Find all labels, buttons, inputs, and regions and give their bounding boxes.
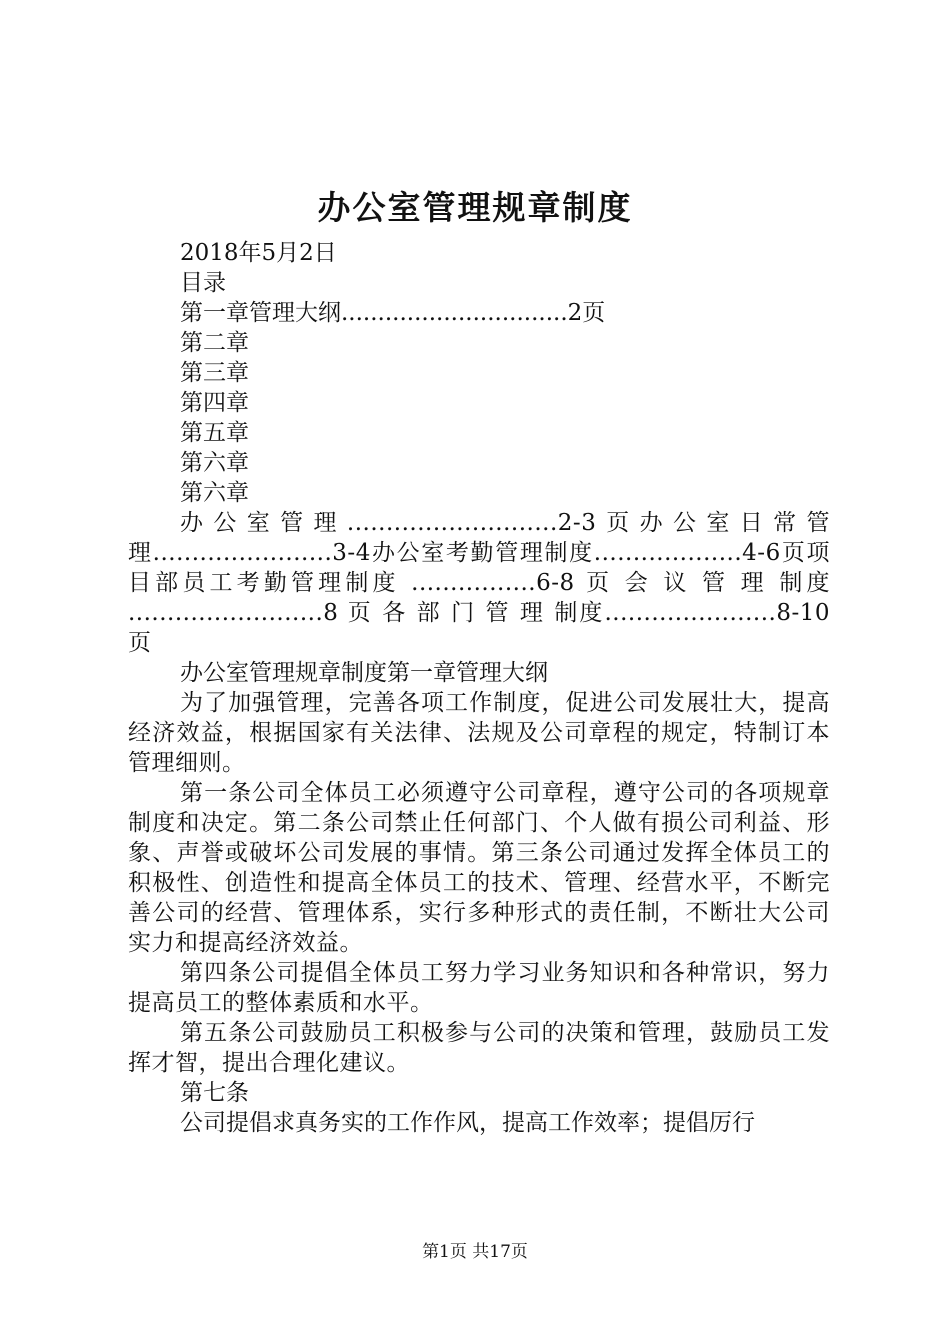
section-heading: 办公室管理规章制度第一章管理大纲 — [180, 660, 548, 686]
paragraph-article-4: 第四条公司提倡全体员工努力学习业务知识和各种常识，努力提高员工的整体素质和水平。 — [128, 960, 830, 1016]
article-7-label: 第七条 — [180, 1080, 249, 1106]
document-title: 办公室管理规章制度 — [317, 188, 633, 227]
toc-heading: 目录 — [180, 270, 226, 296]
paragraph-articles-1-3: 第一条公司全体员工必须遵守公司章程，遵守公司的各项规章制度和决定。第二条公司禁止任何部门、个人做有损公司利益、形象、声誉或破坏公司发展的事情。第三条公司通过发挥全体员工的积极性、创造性和提高全体员工的技术、管理、经营水平，不断完善公司的经营、管理体系，实行多种形式的责任制，不断壮大公司实力和提高经济效益。 — [128, 780, 830, 956]
document-body — [128, 238, 830, 1138]
paragraph-preamble: 为了加强管理，完善各项工作制度，促进公司发展壮大，提高经济效益，根据国家有关法律、法规及公司章程的规定，特制订本管理细则。 — [128, 690, 830, 776]
toc-chapter-6a: 第六章 — [180, 450, 249, 476]
toc-chapter-2: 第二章 — [180, 330, 249, 356]
page-footer: 第1页 共17页 — [422, 1242, 528, 1262]
toc-entry-chapter-1: 第一章管理大纲...............................2页 — [180, 300, 606, 326]
toc-chapter-6b: 第六章 — [180, 480, 249, 506]
paragraph-article-5: 第五条公司鼓励员工积极参与公司的决策和管理，鼓励员工发挥才智，提出合理化建议。 — [128, 1020, 830, 1076]
toc-continued-entries: 办公室管理...........................2-3页办公室日常管理.......................3-4办公室考勤管理制度...................4-6页项目部员工考勤管理制度 ................6-8 页 会 议 管 理 制度 .........................8 页 各 部 门 管 理 制度......................8-10页 — [128, 510, 830, 656]
toc-chapter-3: 第三章 — [180, 360, 249, 386]
toc-chapter-4: 第四章 — [180, 390, 249, 416]
article-7-text: 公司提倡求真务实的工作作风，提高工作效率；提倡厉行 — [180, 1110, 755, 1136]
toc-chapter-5: 第五章 — [180, 420, 249, 446]
document-date: 2018年5月2日 — [180, 240, 337, 266]
